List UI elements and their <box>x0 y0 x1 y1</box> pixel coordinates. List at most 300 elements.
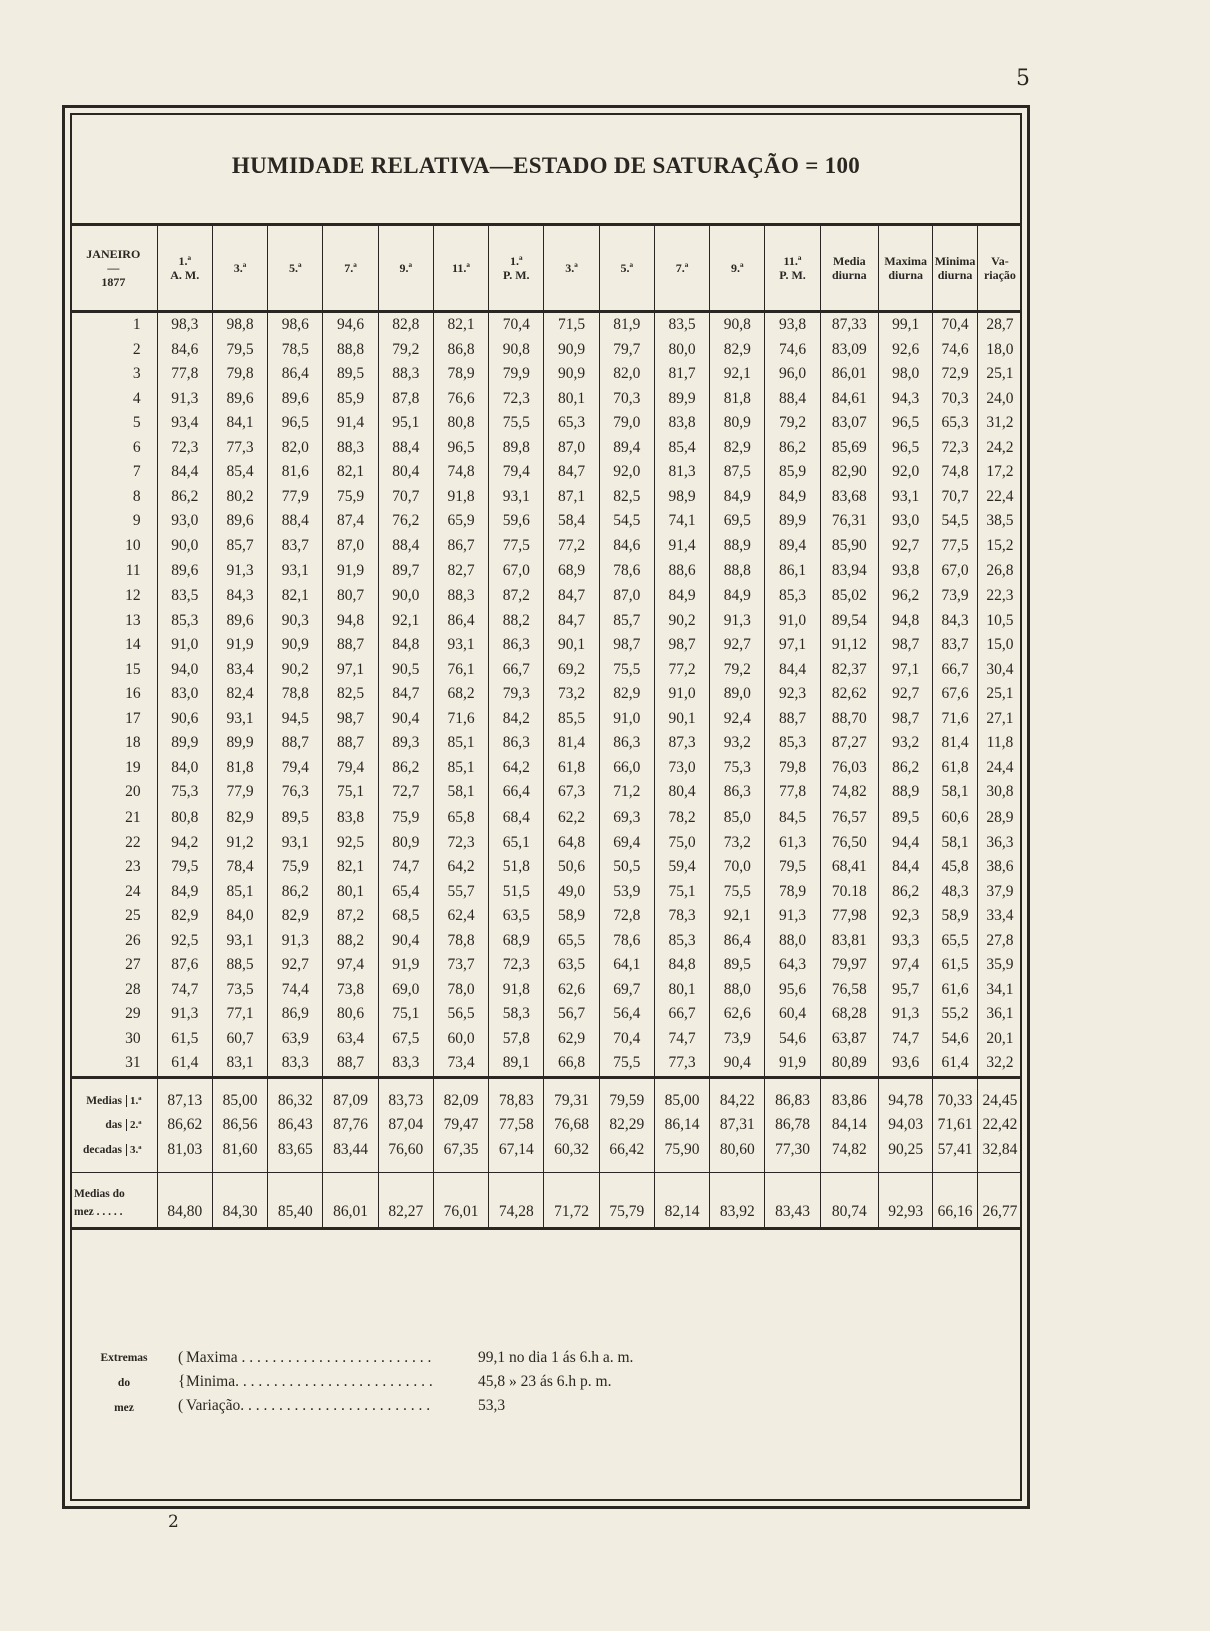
decade-mean-cell: 82,29 <box>599 1113 654 1138</box>
table-cell: 61,4 <box>157 1051 212 1077</box>
table-cell: 89,5 <box>268 805 323 831</box>
table-row <box>70 880 1022 905</box>
table-cell: 20,1 <box>977 1027 1022 1052</box>
table-cell: 90,0 <box>157 534 212 559</box>
column-header <box>710 225 765 312</box>
table-cell: 35,9 <box>977 953 1022 978</box>
table-cell: 71,6 <box>933 707 978 732</box>
table-cell: 87,1 <box>544 485 599 510</box>
table-cell: 77,3 <box>212 436 267 461</box>
decade-mean-cell: 82,09 <box>433 1077 488 1113</box>
table-cell: 76,3 <box>268 780 323 805</box>
table-cell: 91,0 <box>654 682 709 707</box>
day-number: 15 <box>125 660 141 678</box>
table-cell: 26,8 <box>977 558 1022 584</box>
table-cell: 84,8 <box>378 633 433 658</box>
table-cell: 74,8 <box>433 460 488 485</box>
decade-mean-cell: 87,13 <box>157 1077 212 1113</box>
table-cell: 45,8 <box>933 855 978 880</box>
table-cell: 54,6 <box>765 1027 820 1052</box>
table-cell: 86,2 <box>879 880 933 905</box>
month-mean-cell: 66,16 <box>933 1173 978 1229</box>
table-cell: 78,6 <box>599 558 654 584</box>
month-mean-label <box>70 1173 157 1229</box>
day-number: 7 <box>132 463 141 481</box>
table-cell: 75,0 <box>654 831 709 856</box>
table-cell: 92,1 <box>378 609 433 634</box>
table-cell: 94,4 <box>879 831 933 856</box>
column-header <box>820 225 878 312</box>
table-cell: 79,4 <box>323 756 378 781</box>
decade-mean-cell: 85,00 <box>212 1077 267 1113</box>
table-cell: 83,0 <box>157 682 212 707</box>
table-cell: 93,0 <box>879 509 933 534</box>
table-cell: 88,7 <box>765 707 820 732</box>
table-cell: 69,2 <box>544 658 599 683</box>
table-cell: 73,7 <box>433 953 488 978</box>
decade-mean-cell: 32,84 <box>977 1138 1022 1173</box>
month-mean-cell: 80,74 <box>820 1173 878 1229</box>
decade-mean-cell: 57,41 <box>933 1138 978 1173</box>
table-cell: 24,0 <box>977 387 1022 412</box>
table-cell: 84,9 <box>765 485 820 510</box>
table-cell: 90,9 <box>544 362 599 387</box>
table-cell: 84,9 <box>710 485 765 510</box>
table-cell: 70,3 <box>933 387 978 412</box>
table-cell: 92,4 <box>710 707 765 732</box>
extreme-min: {Minima. . . . . . . . . . . . . . . . . . . . . . . . . . 45,8 » 23 ás 6.h p. m. <box>178 1373 612 1390</box>
table-cell: 78,9 <box>765 880 820 905</box>
table-cell: 77,8 <box>157 362 212 387</box>
table-cell: 80,89 <box>820 1051 878 1077</box>
table-cell: 84,7 <box>544 460 599 485</box>
day-number: 23 <box>125 858 141 876</box>
table-cell: 98,7 <box>654 633 709 658</box>
table-cell: 68,28 <box>820 1002 878 1027</box>
day-number: 18 <box>125 734 141 752</box>
decade-label <box>70 1113 157 1138</box>
table-cell: 88,2 <box>489 609 544 634</box>
table-cell: 85,5 <box>544 707 599 732</box>
table-cell: 89,9 <box>765 509 820 534</box>
table-cell: 77,5 <box>489 534 544 559</box>
table-cell: 90,0 <box>378 584 433 609</box>
table-cell: 74,7 <box>157 978 212 1003</box>
table-cell: 99,1 <box>879 312 933 338</box>
table-cell: 77,1 <box>212 1002 267 1027</box>
table-cell: 79,2 <box>378 338 433 363</box>
decade-mean-row <box>70 1138 1022 1173</box>
table-header <box>70 225 1022 312</box>
table-cell: 58,9 <box>544 904 599 929</box>
table-cell: 91,0 <box>157 633 212 658</box>
table-cell: 82,0 <box>599 362 654 387</box>
table-cell: 58,1 <box>933 780 978 805</box>
table-cell: 96,2 <box>879 584 933 609</box>
table-cell: 97,4 <box>323 953 378 978</box>
table-cell: 93,6 <box>879 1051 933 1077</box>
table-cell: 85,7 <box>212 534 267 559</box>
table-cell: 68,9 <box>544 558 599 584</box>
month-mean-cell: 75,79 <box>599 1173 654 1229</box>
table-cell: 78,8 <box>268 682 323 707</box>
decade-mean-cell: 86,32 <box>268 1077 323 1113</box>
table-cell: 88,4 <box>268 509 323 534</box>
decade-mean-cell: 80,60 <box>710 1138 765 1173</box>
table-cell: 88,4 <box>378 534 433 559</box>
table-cell: 81,3 <box>654 460 709 485</box>
table-cell: 64,2 <box>433 855 488 880</box>
table-row <box>70 1027 1022 1052</box>
table-cell: 38,6 <box>977 855 1022 880</box>
table-cell: 84,2 <box>489 707 544 732</box>
table-cell: 85,02 <box>820 584 878 609</box>
table-cell: 65,3 <box>544 411 599 436</box>
table-cell: 88,0 <box>710 978 765 1003</box>
month-mean-cell: 82,27 <box>378 1173 433 1229</box>
table-cell: 75,3 <box>710 756 765 781</box>
table-cell: 71,5 <box>544 312 599 338</box>
table-row <box>70 387 1022 412</box>
table-cell: 85,4 <box>654 436 709 461</box>
table-cell: 82,1 <box>323 460 378 485</box>
table-cell: 87,4 <box>323 509 378 534</box>
table-cell: 83,7 <box>933 633 978 658</box>
column-header <box>268 225 323 312</box>
table-row <box>70 558 1022 584</box>
table-cell: 80,1 <box>544 387 599 412</box>
day-number: 24 <box>125 882 141 900</box>
page-title: HUMIDADE RELATIVA—ESTADO DE SATURAÇÃO = 100 <box>231 153 861 178</box>
table-cell: 76,31 <box>820 509 878 534</box>
table-cell: 83,3 <box>268 1051 323 1077</box>
table-cell: 61,5 <box>157 1027 212 1052</box>
table-cell: 86,2 <box>378 756 433 781</box>
table-cell: 89,4 <box>599 436 654 461</box>
day-number: 8 <box>132 487 141 505</box>
table-cell: 28,9 <box>977 805 1022 831</box>
table-cell: 95,6 <box>765 978 820 1003</box>
table-cell: 74,6 <box>933 338 978 363</box>
day-number: 12 <box>125 587 141 605</box>
table-cell: 65,9 <box>433 509 488 534</box>
table-cell: 24,4 <box>977 756 1022 781</box>
table-cell: 68,5 <box>378 904 433 929</box>
table-cell: 85,1 <box>212 880 267 905</box>
table-cell: 80,4 <box>654 780 709 805</box>
table-cell: 71,2 <box>599 780 654 805</box>
table-cell: 22,3 <box>977 584 1022 609</box>
table-cell: 63,4 <box>323 1027 378 1052</box>
month-mean-cell: 92,93 <box>879 1173 933 1229</box>
table-cell: 22,4 <box>977 485 1022 510</box>
table-row <box>70 780 1022 805</box>
table-cell: 90,2 <box>654 609 709 634</box>
table-cell: 70.18 <box>820 880 878 905</box>
decade-mean-cell: 86,14 <box>654 1113 709 1138</box>
table-cell: 78,0 <box>433 978 488 1003</box>
table-cell: 96,5 <box>879 436 933 461</box>
table-row <box>70 633 1022 658</box>
table-cell: 98,7 <box>879 633 933 658</box>
decade-mean-cell: 66,42 <box>599 1138 654 1173</box>
decade-mean-cell: 79,31 <box>544 1077 599 1113</box>
month-mean-cell: 84,80 <box>157 1173 212 1229</box>
month-mean-row <box>70 1173 1022 1229</box>
table-cell: 50,5 <box>599 855 654 880</box>
table-cell: 87,0 <box>599 584 654 609</box>
table-cell: 77,98 <box>820 904 878 929</box>
table-cell: 91,3 <box>879 1002 933 1027</box>
table-cell: 83,68 <box>820 485 878 510</box>
signature-mark: 2 <box>168 1512 179 1532</box>
table-cell: 64,2 <box>489 756 544 781</box>
table-cell: 34,1 <box>977 978 1022 1003</box>
table-cell: 65,5 <box>933 929 978 954</box>
table-cell: 85,3 <box>765 731 820 756</box>
decade-mean-cell: 79,47 <box>433 1113 488 1138</box>
table-cell: 86,2 <box>879 756 933 781</box>
table-cell: 76,6 <box>433 387 488 412</box>
table-cell: 89,6 <box>212 387 267 412</box>
table-cell: 98,7 <box>599 633 654 658</box>
table-cell: 88,3 <box>378 362 433 387</box>
table-cell: 81,4 <box>544 731 599 756</box>
table-cell: 78,4 <box>212 855 267 880</box>
table-cell: 91,3 <box>212 558 267 584</box>
table-cell: 56,5 <box>433 1002 488 1027</box>
table-cell: 83,5 <box>654 312 709 338</box>
table-cell: 86,3 <box>489 731 544 756</box>
table-cell: 89,0 <box>710 682 765 707</box>
table-cell: 88,3 <box>433 584 488 609</box>
table-row <box>70 1051 1022 1077</box>
table-cell: 91,9 <box>765 1051 820 1077</box>
day-number: 29 <box>125 1005 141 1023</box>
table-cell: 58,9 <box>933 904 978 929</box>
table-cell: 57,8 <box>489 1027 544 1052</box>
column-header-line1: 1.ª <box>509 254 523 268</box>
table-cell: 89,1 <box>489 1051 544 1077</box>
column-header-line1: 11.ª <box>783 254 802 268</box>
table-cell: 75,9 <box>378 805 433 831</box>
decade-mean-cell: 67,35 <box>433 1138 488 1173</box>
table-cell: 89,9 <box>157 731 212 756</box>
table-cell: 62,6 <box>710 1002 765 1027</box>
table-cell: 92,7 <box>879 534 933 559</box>
table-cell: 75,5 <box>710 880 765 905</box>
day-number: 22 <box>125 833 141 851</box>
table-cell: 72,3 <box>933 436 978 461</box>
table-cell: 75,1 <box>323 780 378 805</box>
table-cell: 94,0 <box>157 658 212 683</box>
column-header-line2: diurna <box>832 268 867 282</box>
table-cell: 72,7 <box>378 780 433 805</box>
table-cell: 33,4 <box>977 904 1022 929</box>
table-cell: 11,8 <box>977 731 1022 756</box>
table-row <box>70 756 1022 781</box>
table-cell: 89,5 <box>879 805 933 831</box>
table-row <box>70 485 1022 510</box>
table-cell: 86,8 <box>433 338 488 363</box>
decade-mean-cell: 87,04 <box>378 1113 433 1138</box>
table-cell: 82,62 <box>820 682 878 707</box>
table-cell: 81,8 <box>212 756 267 781</box>
table-cell: 61,3 <box>765 831 820 856</box>
table-cell: 93,8 <box>879 558 933 584</box>
table-row <box>70 609 1022 634</box>
table-row <box>70 805 1022 831</box>
table-cell: 90,2 <box>268 658 323 683</box>
table-cell: 75,5 <box>599 658 654 683</box>
table-cell: 90,8 <box>489 338 544 363</box>
table-cell: 82,9 <box>157 904 212 929</box>
table-cell: 60,4 <box>765 1002 820 1027</box>
table-cell: 68,2 <box>433 682 488 707</box>
table-cell: 69,7 <box>599 978 654 1003</box>
table-cell: 85,4 <box>212 460 267 485</box>
month-mean-cell: 76,01 <box>433 1173 488 1229</box>
table-cell: 79,8 <box>212 362 267 387</box>
decade-mean-cell: 86,83 <box>765 1077 820 1113</box>
table-cell: 88,9 <box>710 534 765 559</box>
table-cell: 70,7 <box>933 485 978 510</box>
table-cell: 76,58 <box>820 978 878 1003</box>
decade-mean-row <box>70 1113 1022 1138</box>
table-cell: 72,8 <box>599 904 654 929</box>
decade-mean-cell: 71,61 <box>933 1113 978 1138</box>
table-cell: 75,1 <box>654 880 709 905</box>
table-cell: 70,0 <box>710 855 765 880</box>
table-cell: 76,2 <box>378 509 433 534</box>
decade-group-label: Medias <box>86 1094 122 1107</box>
table-cell: 73,8 <box>323 978 378 1003</box>
table-cell: 75,1 <box>378 1002 433 1027</box>
table-cell: 97,1 <box>765 633 820 658</box>
table-row <box>70 509 1022 534</box>
column-header-line1: 3.ª <box>233 261 247 275</box>
table-cell: 97,1 <box>879 658 933 683</box>
table-cell: 89,6 <box>268 387 323 412</box>
table-cell: 81,7 <box>654 362 709 387</box>
month-mean-cell: 82,14 <box>654 1173 709 1229</box>
month-mean-cell: 71,72 <box>544 1173 599 1229</box>
decade-mean-cell: 77,30 <box>765 1138 820 1173</box>
month-mean-cell: 86,01 <box>323 1173 378 1229</box>
month-header <box>70 225 157 312</box>
table-cell: 95,1 <box>378 411 433 436</box>
table-cell: 91,0 <box>765 609 820 634</box>
table-cell: 84,1 <box>212 411 267 436</box>
year-label: 1877 <box>101 275 126 289</box>
column-header-line1: Maxima <box>884 254 927 268</box>
table-cell: 92,1 <box>710 362 765 387</box>
column-header-line2: riação <box>983 268 1016 282</box>
table-cell: 89,8 <box>489 436 544 461</box>
table-cell: 55,7 <box>433 880 488 905</box>
column-header <box>977 225 1022 312</box>
table-cell: 91,12 <box>820 633 878 658</box>
table-cell: 82,90 <box>820 460 878 485</box>
table-cell: 87,2 <box>489 584 544 609</box>
table-cell: 70,4 <box>489 312 544 338</box>
table-cell: 92,7 <box>879 682 933 707</box>
table-cell: 89,54 <box>820 609 878 634</box>
table-cell: 76,03 <box>820 756 878 781</box>
table-cell: 85,1 <box>433 731 488 756</box>
table-cell: 85,69 <box>820 436 878 461</box>
table-cell: 98,8 <box>212 312 267 338</box>
table-cell: 90,6 <box>157 707 212 732</box>
table-cell: 80,6 <box>323 1002 378 1027</box>
month-mean-cell: 74,28 <box>489 1173 544 1229</box>
column-header-line1: 11.ª <box>452 261 470 275</box>
table-cell: 90,4 <box>378 707 433 732</box>
table-cell: 92,6 <box>879 338 933 363</box>
table-cell: 80,1 <box>323 880 378 905</box>
table-cell: 84,3 <box>933 609 978 634</box>
table-cell: 84,7 <box>544 584 599 609</box>
table-cell: 86,1 <box>765 558 820 584</box>
table-cell: 60,6 <box>933 805 978 831</box>
table-cell: 87,27 <box>820 731 878 756</box>
table-cell: 77,5 <box>933 534 978 559</box>
table-cell: 63,5 <box>489 904 544 929</box>
table-cell: 88,6 <box>654 558 709 584</box>
decade-mean-cell: 86,56 <box>212 1113 267 1138</box>
table-cell: 54,5 <box>933 509 978 534</box>
decade-number: 1.ª <box>126 1095 142 1107</box>
table-cell: 89,6 <box>212 609 267 634</box>
table-cell: 79,5 <box>765 855 820 880</box>
table-cell: 88,8 <box>323 338 378 363</box>
table-cell: 58,4 <box>544 509 599 534</box>
table-cell: 76,57 <box>820 805 878 831</box>
table-cell: 79,2 <box>765 411 820 436</box>
day-number: 10 <box>125 536 141 554</box>
table-cell: 84,9 <box>157 880 212 905</box>
table-cell: 83,5 <box>157 584 212 609</box>
table-cell: 88,7 <box>323 633 378 658</box>
table-cell: 91,8 <box>489 978 544 1003</box>
column-header-line2: diurna <box>937 268 973 282</box>
decade-mean-cell: 90,25 <box>879 1138 933 1173</box>
table-cell: 25,1 <box>977 362 1022 387</box>
table-cell: 96,0 <box>765 362 820 387</box>
table-cell: 84,9 <box>654 584 709 609</box>
table-cell: 82,9 <box>599 682 654 707</box>
table-cell: 88,7 <box>323 1051 378 1077</box>
table-cell: 82,4 <box>212 682 267 707</box>
column-header-line1: 7.ª <box>675 261 689 275</box>
table-row <box>70 362 1022 387</box>
table-cell: 77,8 <box>765 780 820 805</box>
table-cell: 49,0 <box>544 880 599 905</box>
table-cell: 93,2 <box>710 731 765 756</box>
day-number: 21 <box>125 808 141 826</box>
decade-mean-cell: 87,31 <box>710 1113 765 1138</box>
table-cell: 85,3 <box>157 609 212 634</box>
table-cell: 86,3 <box>489 633 544 658</box>
table-cell: 81,9 <box>599 312 654 338</box>
day-number: 2 <box>132 340 141 358</box>
table-cell: 66,7 <box>933 658 978 683</box>
table-cell: 61,5 <box>933 953 978 978</box>
table-cell: 70,4 <box>933 312 978 338</box>
table-cell: 98,0 <box>879 362 933 387</box>
table-cell: 85,1 <box>433 756 488 781</box>
table-cell: 68,41 <box>820 855 878 880</box>
